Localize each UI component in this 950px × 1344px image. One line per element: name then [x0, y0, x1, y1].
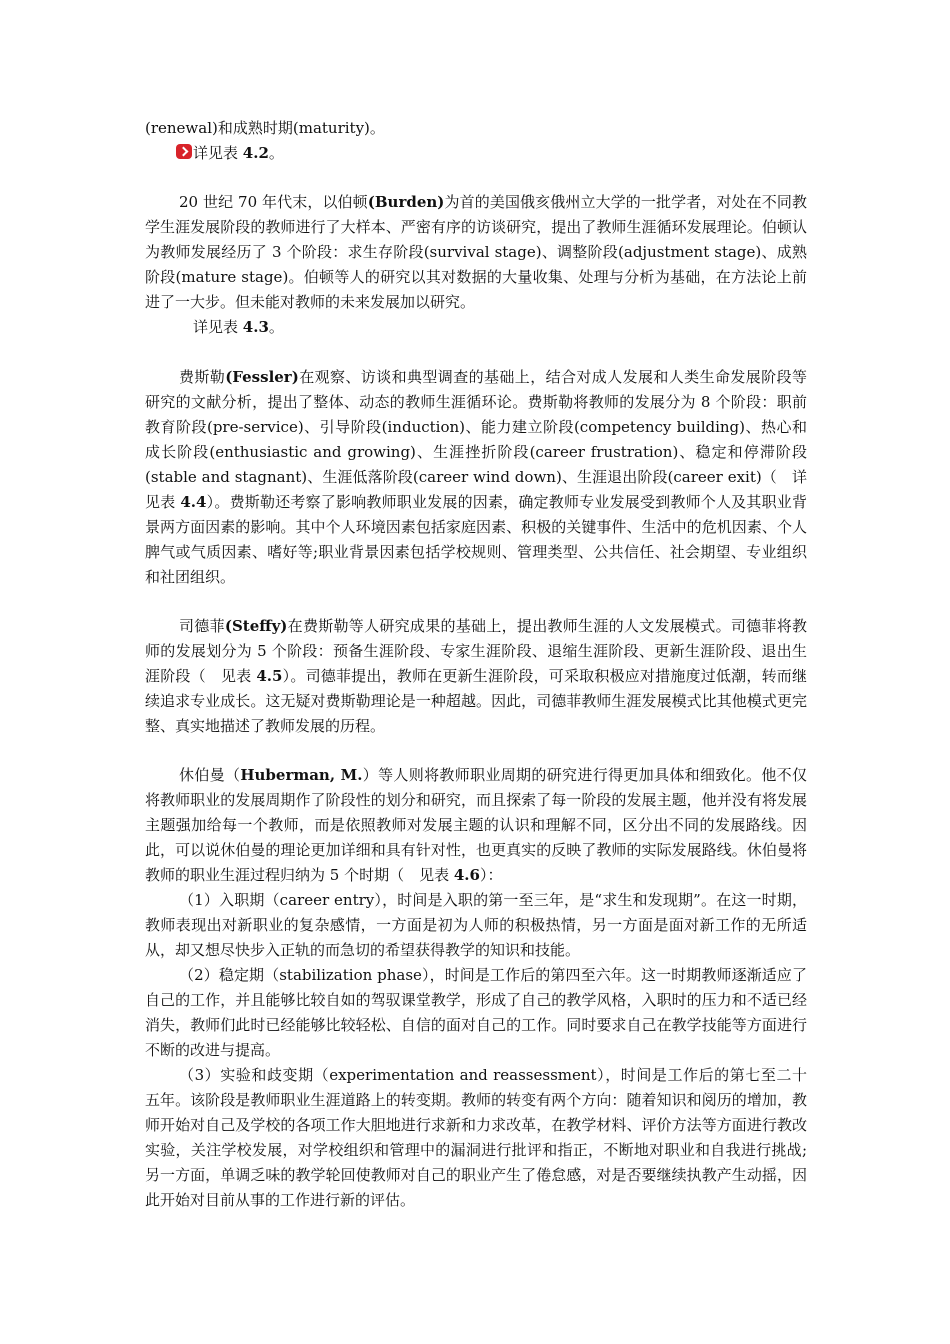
see-table-4-2[interactable] — [193, 141, 493, 166]
table-ref-4-3: 4.3 — [242, 318, 269, 336]
paragraph-fessler — [145, 365, 807, 590]
see-suffix: 。 — [268, 144, 284, 162]
paragraph-stage-3: （3）实验和歧变期（experimentation and reassessment），时间是工作后的第七至二十五年。该阶段是教师职业生涯道路上的转变期。教师的转变有两个方向：随着知识和阅历的增加，教师开始对自己及学校的各项工作大胆地进行求新和力求改革，在教学材料、评价方法等方面进行教改实验，关注学校发展，对学校组织和管理中的漏洞进行批评和指正，不断地对职业和自我进行挑战;另一方面，单调乏味的教学轮回使教师对自己的职业产生了倦怠感，对是否要继续执教产生动摇，因此开始对目前从事的工作进行新的评估。 — [145, 1066, 807, 1209]
fessler-text-3: ）。费斯勒还考察了影响教师职业发展的因素，确定教师专业发展受到教师个人及其职业背景两方面因素的影响。其中个人环境因素包括家庭因素、积极的关键事件、生活中的危机因素、个人脾气或气质因素、嗜好等;职业背景因素包括学校规则、管理类型、公共信任、社会期望、专业组织和社团组织。 — [145, 493, 807, 586]
huberman-name: Huberman, M. — [240, 766, 363, 784]
steffy-text-1: 司德菲 — [179, 617, 225, 635]
burden-text-1: 20 世纪 70 年代末，以伯顿 — [179, 193, 368, 211]
huberman-text-2: ）等人则将教师职业周期的研究进行得更加具体和细致化。他不仅将教师职业的发展周期作了阶段性的划分和研究，而且探索了每一阶段的发展主题，他并没有将发展主题强加给每一个教师，而是依照教师对发展主题的认识和理解不同，区分出不同的发展路线。因此，可以说休伯曼的理论更加详细和具有针对性，也更真实的反映了教师的实际发展路线。休伯曼将教师的职业生涯过程归纳为 5 个时期（ 见表 — [145, 766, 807, 884]
fessler-name: (Fessler) — [225, 368, 299, 386]
see-suffix: 。 — [268, 318, 284, 336]
see-prefix: 详见表 — [193, 318, 243, 336]
see-table-4-3[interactable] — [193, 315, 493, 340]
arrow-right-icon — [176, 144, 192, 159]
paragraph-huberman — [145, 763, 807, 888]
table-ref-4-5[interactable]: 4.5 — [256, 667, 283, 685]
huberman-text-3: ）： — [479, 866, 503, 884]
see-prefix: 详见表 — [193, 144, 243, 162]
table-ref-4-4[interactable]: 4.4 — [180, 493, 207, 511]
huberman-text-1: 休伯曼（ — [179, 766, 241, 784]
steffy-text-3: ）。司德菲提出，教师在更新生涯阶段，可采取积极应对措施度过低潮，转而继续追求专业成长。这无疑对费斯勒理论是一种超越。因此，司德菲教师生涯发展模式比其他模式更完整、真实地描述了教师发展的历程。 — [145, 667, 807, 735]
burden-name: (Burden) — [367, 193, 445, 211]
steffy-name: (Steffy) — [224, 617, 288, 635]
paragraph-stage-2: （2）稳定期（stabilization phase），时间是工作后的第四至六年。这一时期教师逐渐适应了自己的工作，并且能够比较自如的驾驭课堂教学，形成了自己的教学风格，入职时的压力和不适已经消失，教师们此时已经能够比较轻松、自信的面对自己的工作。同时要求自己在教学技能等方面进行不断的改进与提高。 — [145, 966, 807, 1059]
fessler-text-1: 费斯勒 — [179, 368, 226, 386]
fessler-text-2: 在观察、访谈和典型调查的基础上，结合对成人发展和人类生命发展阶段等研究的文献分析，提出了整体、动态的教师生涯循环论。费斯勒将教师的发展分为 8 个阶段：职前教育阶段(pre-service)、引导阶段(induction)、能力建立阶段(competency building)、热心和成长阶段(enthusiastic and growing)、生涯挫折阶段(career frustration)、稳定和停滞阶段(stable and stagnant)、生涯低落阶段(career wind down)、生涯退出阶段(career exit)（ 详见表 — [145, 368, 807, 511]
table-ref-4-6[interactable]: 4.6 — [453, 866, 480, 884]
table-ref-4-2: 4.2 — [242, 144, 269, 162]
steffy-text-2: 在费斯勒等人研究成果的基础上，提出教师生涯的人文发展模式。司德菲将教师的发展划分为 5 个阶段：预备生涯阶段、专家生涯阶段、退缩生涯阶段、更新生涯阶段、退出生涯阶段（ 见表 — [145, 617, 807, 685]
paragraph-renewal-maturity: (renewal)和成熟时期(maturity)。 — [145, 119, 385, 137]
paragraph-steffy — [145, 614, 807, 739]
paragraph-burden — [145, 190, 807, 315]
burden-text-2: 为首的美国俄亥俄州立大学的一批学者，对处在不同教学生涯发展阶段的教师进行了大样本、严密有序的访谈研究，提出了教师生涯循环发展理论。伯顿认为教师发展经历了 3 个阶段：求生存阶段(survival stage)、调整阶段(adjustment stage)、成熟阶段(mature stage)。伯顿等人的研究以其对数据的大量收集、处理与分析为基础，在方法论上前进了一大步。但未能对教师的未来发展加以研究。 — [145, 193, 807, 311]
paragraph-stage-1: （1）入职期（career entry），时间是入职的第一至三年，是“求生和发现期”。在这一时期，教师表现出对新职业的复杂感情，一方面是初为人师的积极热情，另一方面是面对新工作的无所适从，却又想尽快步入正轨的而急切的希望获得教学的知识和技能。 — [145, 891, 807, 959]
